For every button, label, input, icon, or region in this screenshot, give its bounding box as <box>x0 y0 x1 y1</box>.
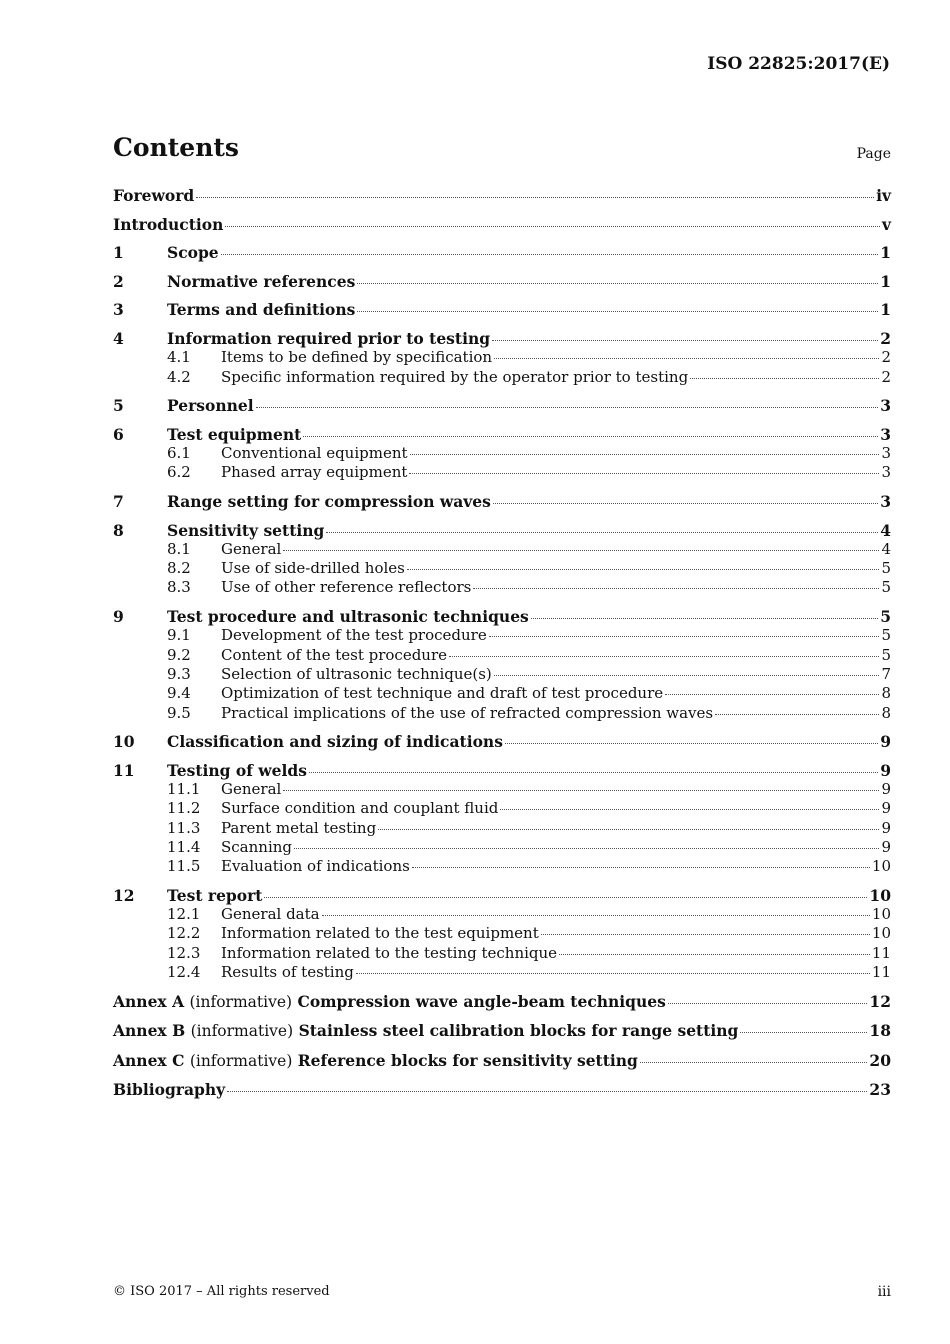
toc-entry-number: 6 <box>113 424 124 444</box>
toc-entry-title: Results of testing <box>221 962 354 981</box>
toc-entry-page: 5 <box>880 607 891 627</box>
toc-entry-page: 5 <box>881 626 891 645</box>
toc-entry[interactable] <box>113 626 891 645</box>
toc-entry-number: 4.1 <box>167 348 191 367</box>
dot-leader <box>541 934 870 935</box>
toc-entry-page: 9 <box>880 732 891 752</box>
toc-entry[interactable] <box>113 761 891 780</box>
toc-entry[interactable] <box>113 1021 891 1041</box>
annex-note: (informative) <box>190 1022 294 1041</box>
toc-entry-page: 5 <box>881 578 891 597</box>
toc-entry-title: Test procedure and ultrasonic techniques <box>167 607 529 627</box>
dot-leader <box>668 1003 868 1004</box>
toc-entry[interactable] <box>113 1051 891 1071</box>
toc-entry-title: Scanning <box>221 837 293 856</box>
toc-entry-number: 8 <box>113 520 124 540</box>
toc-entry-page: 3 <box>880 396 891 416</box>
dot-leader <box>294 848 879 849</box>
toc-entry-number: 9.3 <box>167 664 191 683</box>
toc-entry-page: 9 <box>881 799 891 818</box>
toc-entry-number: 12.3 <box>167 943 201 962</box>
toc-entry-title: Practical implications of the use of refracted compression waves <box>221 703 714 722</box>
toc-entry-number: 9.1 <box>167 626 191 645</box>
toc-entry-title: Phased array equipment <box>221 463 408 482</box>
toc-entry-number: 5 <box>113 396 124 416</box>
dot-leader <box>640 1062 868 1063</box>
toc-entry-page: 20 <box>869 1050 891 1070</box>
toc-entry-title: General <box>221 779 282 798</box>
toc-entry-number: 12 <box>113 885 135 905</box>
toc-entry-number: 4 <box>113 328 124 348</box>
toc-entry[interactable] <box>113 607 891 626</box>
annex-title: Compression wave angle-beam techniques <box>297 991 666 1011</box>
dot-leader <box>493 503 878 504</box>
toc-entry-title: Use of other reference reflectors <box>221 578 472 597</box>
toc-entry-page: 2 <box>881 367 891 386</box>
dot-leader <box>322 915 870 916</box>
toc-entry-title: General <box>221 539 282 558</box>
toc-entry[interactable] <box>113 368 891 387</box>
toc-entry-page: 3 <box>881 463 891 482</box>
toc-entry-title: Use of side-drilled holes <box>221 559 405 578</box>
toc-entry[interactable] <box>113 905 891 924</box>
dot-leader <box>283 550 879 551</box>
toc-entry-page: 3 <box>880 491 891 511</box>
toc-entry-page: 1 <box>880 271 891 291</box>
toc-entry-title: General data <box>221 905 320 924</box>
dot-leader <box>309 772 878 773</box>
annex-note: (informative) <box>189 1051 293 1070</box>
annex-label: Annex A <box>113 991 185 1011</box>
dot-leader <box>494 675 880 676</box>
document-id: ISO 22825:2017(E) <box>707 54 890 74</box>
toc-entry-title: Conventional equipment <box>221 444 408 463</box>
dot-leader <box>531 618 878 619</box>
toc-entry-title <box>113 1051 638 1071</box>
toc-entry-page: iv <box>876 186 891 205</box>
toc-entry-title: Personnel <box>167 396 254 416</box>
toc-entry[interactable] <box>113 425 891 444</box>
toc-entry-title: Development of the test procedure <box>221 626 487 645</box>
dot-leader <box>500 809 879 810</box>
toc-entry[interactable] <box>113 646 891 665</box>
toc-entry-title: Test equipment <box>167 424 302 444</box>
toc-entry-title: Terms and definitions <box>167 300 356 320</box>
toc-entry-number: 4.2 <box>167 367 191 386</box>
toc-entry-title: Parent metal testing <box>221 818 377 837</box>
toc-entry-page: 3 <box>881 444 891 463</box>
toc-entry-title <box>113 1021 738 1041</box>
toc-entry-page: 1 <box>880 300 891 320</box>
toc-entry[interactable] <box>113 838 891 857</box>
annex-note: (informative) <box>189 992 293 1011</box>
toc-entry-title: Bibliography <box>113 1080 226 1100</box>
dot-leader <box>665 694 879 695</box>
toc-entry[interactable] <box>113 665 891 684</box>
toc-entry-page: 23 <box>869 1080 891 1100</box>
toc-entry-page: v <box>881 214 891 234</box>
dot-leader <box>303 436 878 437</box>
toc-entry-page: 10 <box>869 885 891 905</box>
toc-entry[interactable] <box>113 732 891 751</box>
toc-entry[interactable] <box>113 186 891 205</box>
toc-entry-page: 9 <box>881 779 891 798</box>
toc-entry-page: 4 <box>880 520 891 540</box>
toc-entry-page: 2 <box>880 328 891 348</box>
toc-entry-page: 4 <box>881 539 891 558</box>
toc-entry-title: Content of the test procedure <box>221 645 448 664</box>
toc-entry-number: 9.4 <box>167 684 191 703</box>
toc-entry-number: 11.4 <box>167 837 201 856</box>
dot-leader <box>494 358 879 359</box>
table-of-contents <box>113 186 891 1100</box>
toc-entry-number: 6.2 <box>167 463 191 482</box>
toc-entry-title: Foreword <box>113 186 195 205</box>
toc-entry[interactable] <box>113 329 891 348</box>
toc-entry-title <box>113 992 666 1012</box>
toc-entry-page: 2 <box>881 348 891 367</box>
annex-label: Annex C <box>113 1050 185 1070</box>
toc-entry[interactable] <box>113 300 891 319</box>
toc-entry-page: 11 <box>871 962 891 981</box>
toc-entry-title: Optimization of test technique and draft of test procedure <box>221 684 664 703</box>
toc-entry-number: 9.5 <box>167 703 191 722</box>
toc-entry-page: 11 <box>871 943 891 962</box>
dot-leader <box>412 867 870 868</box>
toc-entry-page: 10 <box>871 857 891 876</box>
dot-leader <box>264 897 867 898</box>
toc-entry[interactable] <box>113 348 891 367</box>
toc-entry-title: Sensitivity setting <box>167 520 325 540</box>
toc-entry[interactable] <box>113 963 891 982</box>
dot-leader <box>505 743 878 744</box>
toc-entry-title: Evaluation of indications <box>221 857 410 876</box>
dot-leader <box>740 1032 867 1033</box>
toc-entry[interactable] <box>113 704 891 723</box>
toc-entry-page: 9 <box>881 818 891 837</box>
toc-entry[interactable] <box>113 944 891 963</box>
toc-entry-number: 3 <box>113 300 124 320</box>
toc-entry-title: Classification and sizing of indications <box>167 732 503 752</box>
toc-entry-title: Specific information required by the operator prior to testing <box>221 367 689 386</box>
toc-entry-number: 11.2 <box>167 799 201 818</box>
annex-label: Annex B <box>113 1021 186 1041</box>
toc-entry[interactable] <box>113 521 891 540</box>
toc-entry-number: 11.3 <box>167 818 201 837</box>
toc-entry-page: 7 <box>881 664 891 683</box>
dot-leader <box>221 254 879 255</box>
toc-entry[interactable] <box>113 857 891 876</box>
toc-entry[interactable] <box>113 272 891 291</box>
toc-entry-number: 11.5 <box>167 857 201 876</box>
copyright-notice: © ISO 2017 – All rights reserved <box>113 1284 330 1299</box>
dot-leader <box>690 378 879 379</box>
toc-entry-number: 11 <box>113 760 135 780</box>
dot-leader <box>196 197 874 198</box>
toc-entry-title: Information related to the testing technique <box>221 943 558 962</box>
toc-entry-title: Normative references <box>167 271 356 291</box>
toc-entry-page: 8 <box>881 684 891 703</box>
toc-entry-page: 18 <box>869 1021 891 1041</box>
toc-entry-title: Scope <box>167 243 219 263</box>
toc-entry-page: 9 <box>880 760 891 780</box>
toc-entry[interactable] <box>113 444 891 463</box>
toc-entry[interactable] <box>113 243 891 262</box>
toc-entry-number: 8.3 <box>167 578 191 597</box>
toc-entry-title: Selection of ultrasonic technique(s) <box>221 664 492 683</box>
toc-entry[interactable] <box>113 992 891 1012</box>
toc-entry-number: 9.2 <box>167 645 191 664</box>
dot-leader <box>492 340 878 341</box>
toc-entry-number: 8.2 <box>167 559 191 578</box>
toc-entry-title: Testing of welds <box>167 760 307 780</box>
toc-entry-number: 2 <box>113 271 124 291</box>
dot-leader <box>409 473 879 474</box>
toc-entry-number: 12.1 <box>167 905 201 924</box>
toc-entry[interactable] <box>113 799 891 818</box>
dot-leader <box>489 636 880 637</box>
dot-leader <box>227 1091 867 1092</box>
toc-entry[interactable] <box>113 215 891 234</box>
toc-entry[interactable] <box>113 819 891 838</box>
toc-entry[interactable] <box>113 396 891 415</box>
toc-entry-title: Range setting for compression waves <box>167 491 491 511</box>
toc-entry-number: 11.1 <box>167 779 201 798</box>
toc-entry[interactable] <box>113 780 891 799</box>
dot-leader <box>326 532 878 533</box>
toc-entry-title: Items to be defined by specification <box>221 348 493 367</box>
toc-entry-number: 12.4 <box>167 962 201 981</box>
toc-entry-title: Test report <box>167 885 263 905</box>
toc-entry-number: 7 <box>113 491 124 511</box>
toc-entry-page: 1 <box>880 243 891 263</box>
dot-leader <box>473 588 879 589</box>
toc-entry-number: 1 <box>113 243 124 263</box>
toc-entry[interactable] <box>113 540 891 559</box>
toc-entry-number: 12.2 <box>167 924 201 943</box>
dot-leader <box>283 790 879 791</box>
dot-leader <box>256 407 879 408</box>
toc-entry-number: 6.1 <box>167 444 191 463</box>
page-number: iii <box>877 1284 891 1300</box>
toc-entry-page: 3 <box>880 424 891 444</box>
dot-leader <box>449 656 879 657</box>
toc-entry[interactable] <box>113 886 891 905</box>
toc-entry-number: 8.1 <box>167 539 191 558</box>
toc-entry-number: 10 <box>113 732 135 752</box>
toc-entry[interactable] <box>113 924 891 943</box>
dot-leader <box>407 569 880 570</box>
toc-entry-number: 9 <box>113 607 124 627</box>
toc-entry[interactable] <box>113 578 891 597</box>
dot-leader <box>356 973 870 974</box>
toc-entry[interactable] <box>113 1080 891 1099</box>
dot-leader <box>410 454 880 455</box>
dot-leader <box>378 829 879 830</box>
annex-title: Reference blocks for sensitivity setting <box>297 1050 638 1070</box>
page-title: Contents <box>113 133 240 162</box>
toc-entry-page: 5 <box>881 645 891 664</box>
toc-entry[interactable] <box>113 559 891 578</box>
dot-leader <box>559 954 870 955</box>
toc-entry-page: 10 <box>871 924 891 943</box>
page-column-label: Page <box>856 146 891 162</box>
dot-leader <box>225 226 880 227</box>
dot-leader <box>715 714 879 715</box>
toc-entry-page: 10 <box>871 905 891 924</box>
dot-leader <box>357 311 878 312</box>
toc-entry[interactable] <box>113 463 891 482</box>
annex-title: Stainless steel calibration blocks for range setting <box>298 1021 739 1041</box>
toc-entry-title: Surface condition and couplant fluid <box>221 799 499 818</box>
toc-entry-title: Introduction <box>113 214 224 234</box>
toc-entry-title: Information required prior to testing <box>167 328 491 348</box>
toc-entry-title: Information related to the test equipment <box>221 924 539 943</box>
toc-entry-page: 5 <box>881 559 891 578</box>
toc-entry[interactable] <box>113 492 891 511</box>
toc-entry-page: 12 <box>869 991 891 1011</box>
toc-entry-page: 8 <box>881 703 891 722</box>
toc-entry-page: 9 <box>881 837 891 856</box>
title-row <box>113 130 891 166</box>
dot-leader <box>357 283 878 284</box>
toc-entry[interactable] <box>113 684 891 703</box>
